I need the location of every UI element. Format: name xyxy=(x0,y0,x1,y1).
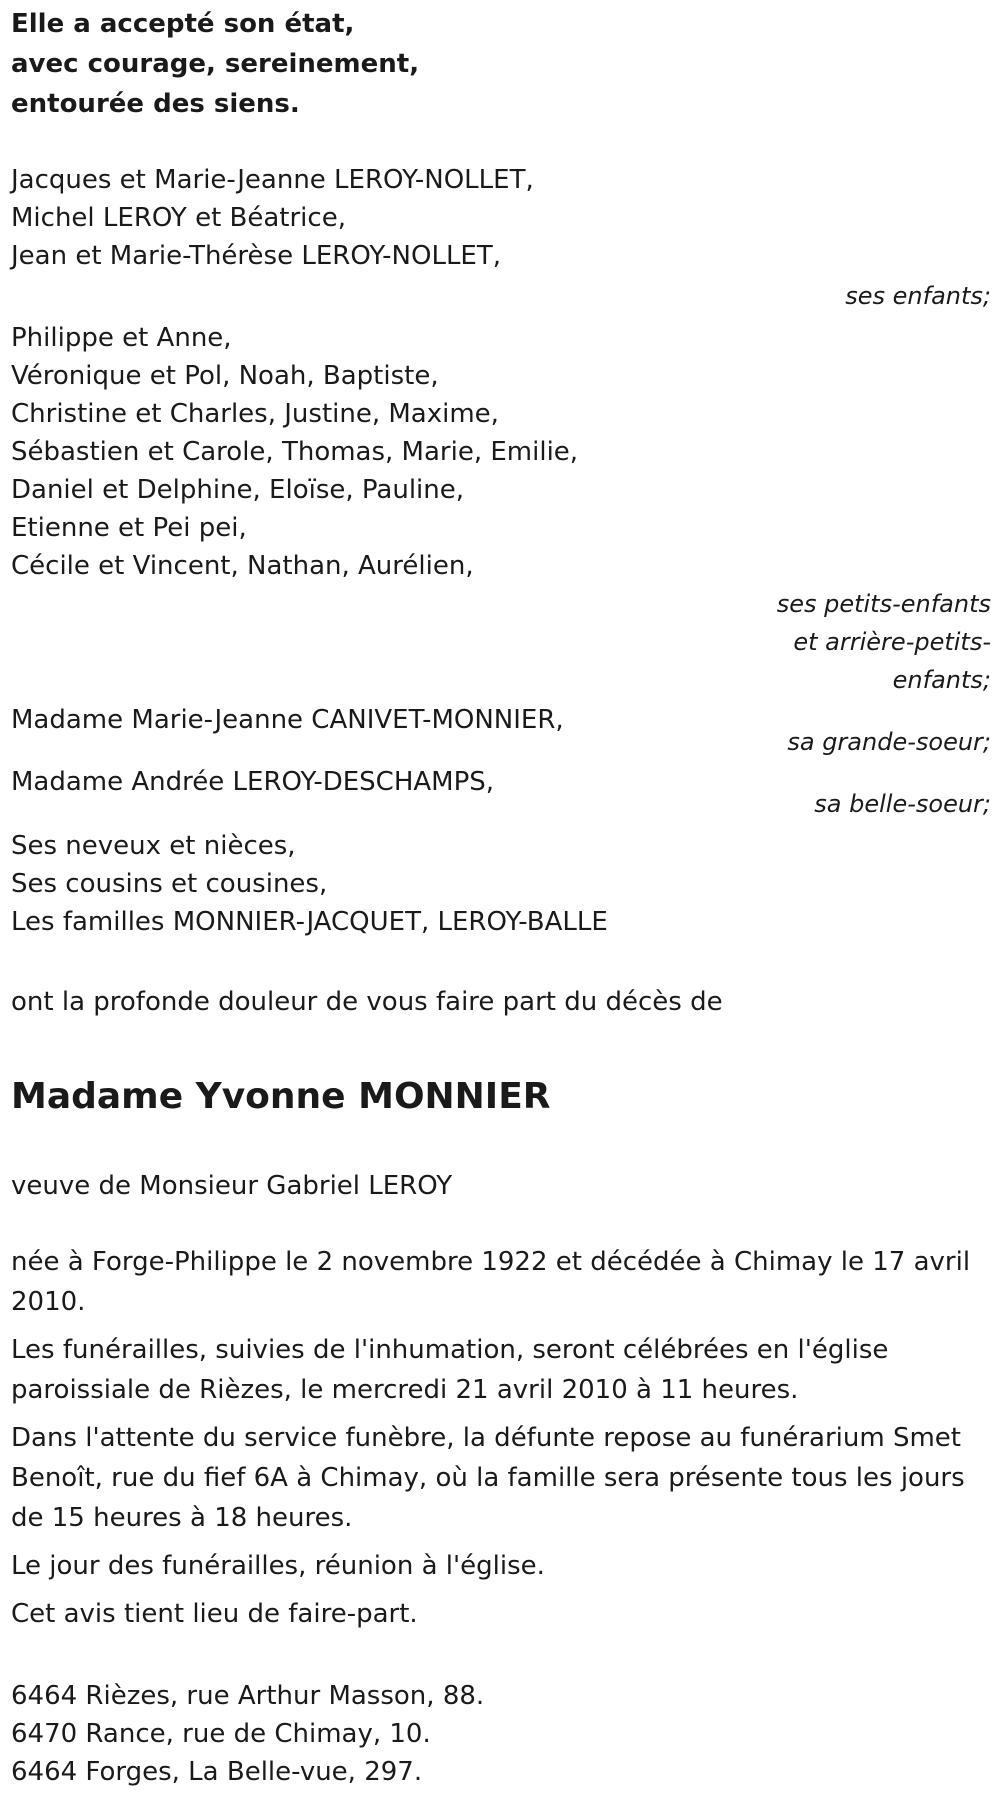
deceased-name: Madame Yvonne MONNIER xyxy=(11,1076,551,1117)
children-line: Michel LEROY et Béatrice, xyxy=(11,203,346,233)
others-line: Ses neveux et nièces, xyxy=(11,831,296,861)
announcement: ont la profonde douleur de vous faire part du décès de xyxy=(11,987,723,1017)
birth-death: née à Forge-Philippe le 2 novembre 1922 et décédée à Chimay le 17 avril 2010. xyxy=(11,1247,971,1317)
intro-line: entourée des siens. xyxy=(11,89,300,119)
grandchildren-role: ses petits-enfants xyxy=(776,590,991,618)
intro-line: Elle a accepté son état, xyxy=(11,9,355,39)
funeral-info: Les funérailles, suivies de l'inhumation, seront célébrées en l'église paroissiale de Rièzes, le mercredi 21 avril 2010 à 11 heures. xyxy=(11,1335,889,1405)
intro-line: avec courage, sereinement, xyxy=(11,49,420,79)
sister-role: sa grande-soeur; xyxy=(787,728,991,756)
grandchildren-line: Christine et Charles, Justine, Maxime, xyxy=(11,399,499,429)
notice: Cet avis tient lieu de faire-part. xyxy=(11,1599,418,1629)
widow-of: veuve de Monsieur Gabriel LEROY xyxy=(11,1171,453,1201)
others-line: Ses cousins et cousines, xyxy=(11,869,328,899)
grandchildren-line: Daniel et Delphine, Eloïse, Pauline, xyxy=(11,475,465,505)
sister-in-law-line: Madame Andrée LEROY-DESCHAMPS, xyxy=(11,767,495,797)
address-line: 6464 Forges, La Belle-vue, 297. xyxy=(11,1757,423,1787)
grandchildren-line: Sébastien et Carole, Thomas, Marie, Emilie, xyxy=(11,437,579,467)
children-line: Jacques et Marie-Jeanne LEROY-NOLLET, xyxy=(11,165,534,195)
grandchildren-line: Philippe et Anne, xyxy=(11,323,232,353)
grandchildren-line: Etienne et Pei pei, xyxy=(11,513,247,543)
children-line: Jean et Marie-Thérèse LEROY-NOLLET, xyxy=(11,241,502,271)
others-line: Les familles MONNIER-JACQUET, LEROY-BALLE xyxy=(11,907,608,937)
grandchildren-role: enfants; xyxy=(892,666,991,694)
meeting-info: Le jour des funérailles, réunion à l'église. xyxy=(11,1551,545,1581)
grandchildren-line: Véronique et Pol, Noah, Baptiste, xyxy=(11,361,439,391)
sister-in-law-role: sa belle-soeur; xyxy=(814,790,991,818)
address-line: 6464 Rièzes, rue Arthur Masson, 88. xyxy=(11,1681,485,1711)
viewing-info: Dans l'attente du service funèbre, la défunte repose au funérarium Smet Benoît, rue du fief 6A à Chimay, où la famille sera présente tous les jours de 15 heures à 18 heures. xyxy=(11,1423,965,1533)
children-role: ses enfants; xyxy=(845,282,991,310)
address-line: 6470 Rance, rue de Chimay, 10. xyxy=(11,1719,431,1749)
sister-line: Madame Marie-Jeanne CANIVET-MONNIER, xyxy=(11,705,564,735)
grandchildren-line: Cécile et Vincent, Nathan, Aurélien, xyxy=(11,551,474,581)
grandchildren-role: et arrière-petits- xyxy=(793,628,991,656)
